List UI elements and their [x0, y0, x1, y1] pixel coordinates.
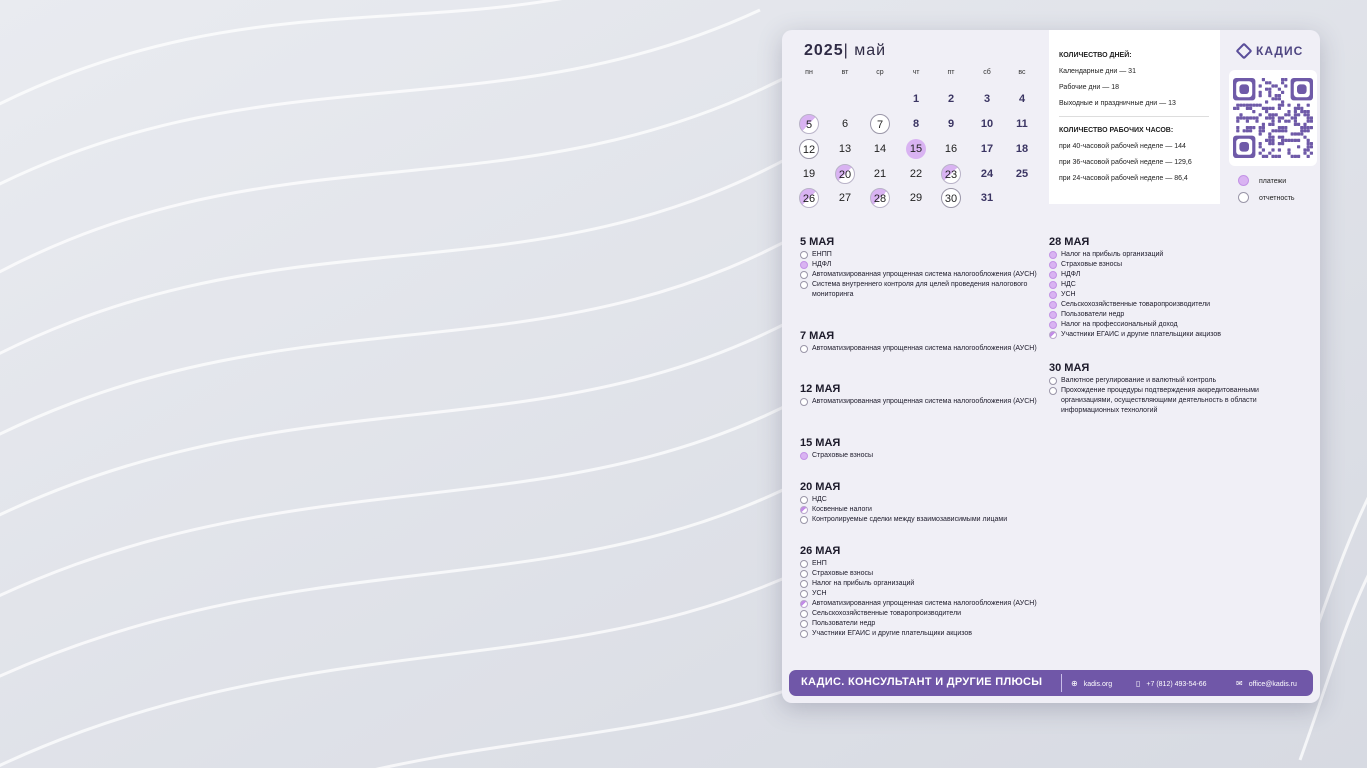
- footer-phone[interactable]: [1136, 679, 1207, 688]
- hours-36: при 36-часовой рабочей неделе — 129,6: [1059, 159, 1192, 166]
- calendar-day-27[interactable]: 27: [838, 192, 852, 204]
- deadline-item: [800, 609, 1037, 619]
- deadline-section: [1049, 236, 1286, 340]
- footer-phone-text: +7 (812) 493-54-66: [1146, 681, 1207, 688]
- deadline-marker: [1049, 261, 1057, 269]
- calendar-day-13[interactable]: 13: [838, 143, 852, 155]
- calendar-day-19[interactable]: 19: [802, 168, 816, 180]
- reports-dot: [1238, 192, 1249, 203]
- calendar-day-22[interactable]: 22: [909, 168, 923, 180]
- deadline-item: [1049, 376, 1286, 386]
- deadline-marker: [800, 580, 808, 588]
- calendar-day-5[interactable]: 5: [799, 114, 819, 134]
- calendar-day-16[interactable]: 16: [944, 143, 958, 155]
- calendar-title: [804, 42, 886, 60]
- deadline-text: Автоматизированная упрощенная система налогообложения (АУСН): [812, 271, 1037, 278]
- deadline-item: [1049, 300, 1286, 310]
- deadline-item: [1049, 290, 1286, 300]
- footer-site[interactable]: [1071, 679, 1112, 688]
- deadline-marker: [800, 570, 808, 578]
- footer-bar: [789, 670, 1313, 696]
- deadline-text: Налог на прибыль организаций: [1061, 251, 1164, 258]
- deadline-marker: [1049, 271, 1057, 279]
- deadline-marker: [1049, 291, 1057, 299]
- calendar-day-11[interactable]: 11: [1016, 118, 1028, 130]
- calendar-day-30[interactable]: 30: [941, 188, 961, 208]
- footer-divider: [1061, 674, 1062, 692]
- deadline-section: [800, 545, 1037, 639]
- deadline-marker: [800, 398, 808, 406]
- deadline-section: [800, 330, 1037, 354]
- calendar-card: [782, 30, 1320, 703]
- weekday-ср: ср: [876, 69, 884, 76]
- deadline-text: ЕНП: [812, 560, 827, 567]
- deadline-item: [800, 579, 1037, 589]
- qr-code[interactable]: [1233, 78, 1313, 158]
- deadline-marker: [800, 452, 808, 460]
- deadline-item: [1049, 330, 1286, 340]
- weekday-вс: вс: [1018, 69, 1026, 76]
- calendar-day-14[interactable]: 14: [873, 143, 887, 155]
- kadis-logo-icon: [1236, 43, 1253, 60]
- calendar-day-9[interactable]: 9: [947, 118, 955, 130]
- holidays: Выходные и праздничные дни — 13: [1059, 100, 1176, 107]
- deadline-item: [800, 260, 1037, 270]
- calendar-day-4[interactable]: 4: [1018, 93, 1026, 105]
- deadline-marker: [800, 630, 808, 638]
- footer-email-text: office@kadis.ru: [1248, 681, 1297, 688]
- deadline-text: Участники ЕГАИС и другие плательщики акцизов: [1061, 331, 1221, 338]
- deadline-text: НДС: [812, 496, 827, 503]
- deadline-text: Косвенные налоги: [812, 506, 872, 513]
- deadline-item: [800, 397, 1037, 407]
- calendar-day-12[interactable]: 12: [799, 139, 819, 159]
- qr-code-box: [1229, 70, 1317, 166]
- calendar-day-10[interactable]: 10: [980, 118, 994, 130]
- deadline-item: [800, 589, 1037, 599]
- deadline-marker: [1049, 281, 1057, 289]
- deadline-item: [800, 515, 1037, 525]
- calendar-day-6[interactable]: 6: [841, 118, 849, 130]
- deadline-marker: [800, 251, 808, 259]
- calendar-day-29[interactable]: 29: [909, 192, 923, 204]
- info-panel: [1049, 30, 1220, 204]
- deadline-marker: [800, 590, 808, 598]
- deadline-item: [800, 270, 1037, 280]
- deadline-item: [800, 599, 1037, 609]
- deadline-marker: [1049, 331, 1057, 339]
- deadline-item: [1049, 260, 1286, 270]
- weekday-сб: сб: [983, 69, 991, 76]
- deadline-text: Валютное регулирование и валютный контроль: [1061, 377, 1217, 384]
- deadline-section: [800, 383, 1037, 407]
- legend-reports-label: отчетность: [1259, 195, 1295, 202]
- deadline-text: Автоматизированная упрощенная система налогообложения (АУСН): [812, 345, 1037, 352]
- deadline-text: ЕНПП: [812, 251, 832, 258]
- deadline-date: 28 МАЯ: [1049, 236, 1090, 248]
- deadline-text: НДФЛ: [812, 261, 832, 268]
- deadline-date: 30 МАЯ: [1049, 362, 1090, 374]
- deadline-text: Страховые взносы: [1061, 261, 1123, 268]
- deadline-text: Налог на профессиональный доход: [1061, 321, 1178, 328]
- brand-logo: [1238, 44, 1303, 58]
- deadline-marker: [1049, 387, 1057, 395]
- days-heading: КОЛИЧЕСТВО ДНЕЙ:: [1059, 52, 1132, 59]
- deadline-marker: [1049, 377, 1057, 385]
- hours-40: при 40-часовой рабочей неделе — 144: [1059, 143, 1186, 150]
- deadline-text: Контролируемые сделки между взаимозависимыми лицами: [812, 516, 1008, 523]
- divider: [1059, 116, 1209, 117]
- deadline-text: Страховые взносы: [812, 452, 874, 459]
- deadline-text: Система внутреннего контроля для целей проведения налогового мониторинга: [812, 281, 1028, 298]
- deadline-marker: [1049, 311, 1057, 319]
- calendar-day-31[interactable]: 31: [980, 192, 994, 204]
- mail-icon: ✉: [1236, 679, 1243, 688]
- deadline-item: [1049, 280, 1286, 290]
- deadline-text: Пользователи недр: [1061, 311, 1125, 318]
- deadline-marker: [800, 496, 808, 504]
- brand-name: КАДИС: [1256, 44, 1304, 58]
- payments-dot: [1238, 175, 1249, 186]
- deadline-text: Сельскохозяйственные товаропроизводители: [812, 610, 962, 617]
- calendar-day-24[interactable]: 24: [980, 168, 994, 180]
- deadline-marker: [800, 261, 808, 269]
- deadline-item: [1049, 270, 1286, 280]
- deadline-item: [1049, 250, 1286, 260]
- weekday-пт: пт: [947, 69, 955, 76]
- deadline-section: [800, 481, 1037, 525]
- deadline-item: [800, 569, 1037, 579]
- calendar-day-23[interactable]: 23: [941, 164, 961, 184]
- phone-icon: ▯: [1136, 679, 1141, 688]
- deadline-text: Налог на прибыль организаций: [812, 580, 915, 587]
- deadline-text: Автоматизированная упрощенная система налогообложения (АУСН): [812, 398, 1037, 405]
- calendar-day-7[interactable]: 7: [870, 114, 890, 134]
- year-label: 2025: [804, 42, 844, 59]
- hours-heading: КОЛИЧЕСТВО РАБОЧИХ ЧАСОВ:: [1059, 127, 1174, 134]
- deadline-item: [800, 344, 1037, 354]
- deadline-item: [800, 505, 1037, 515]
- deadline-marker: [800, 506, 808, 514]
- deadline-item: [800, 250, 1037, 260]
- deadline-date: 26 МАЯ: [800, 545, 841, 557]
- deadline-text: Прохождение процедуры подтверждения аккредитованными организациями, осуществляющими деятельность в области информационных технологий: [1061, 387, 1259, 414]
- deadline-marker: [800, 271, 808, 279]
- legend-payments: [1238, 175, 1286, 186]
- deadline-marker: [800, 345, 808, 353]
- calendar-day-20[interactable]: 20: [835, 164, 855, 184]
- calendar-day-18[interactable]: 18: [1015, 143, 1029, 155]
- deadline-text: УСН: [1061, 291, 1076, 298]
- calendar-day-25[interactable]: 25: [1015, 168, 1029, 180]
- deadline-date: 12 МАЯ: [800, 383, 841, 395]
- deadline-date: 7 МАЯ: [800, 330, 835, 342]
- footer-email[interactable]: [1236, 679, 1297, 688]
- legend-payments-label: платежи: [1259, 178, 1287, 185]
- deadline-date: 5 МАЯ: [800, 236, 835, 248]
- deadline-item: [1049, 386, 1286, 416]
- deadline-marker: [800, 560, 808, 568]
- deadline-item: [800, 280, 1037, 300]
- deadline-marker: [800, 281, 808, 289]
- deadline-text: УСН: [812, 590, 827, 597]
- month-label: май: [854, 42, 887, 59]
- calendar-day-26[interactable]: 26: [799, 188, 819, 208]
- deadline-item: [800, 559, 1037, 569]
- weekday-пн: пн: [805, 69, 813, 76]
- deadline-item: [800, 629, 1037, 639]
- footer-title: КАДИС. КОНСУЛЬТАНТ И ДРУГИЕ ПЛЮСЫ: [801, 676, 1043, 688]
- weekday-вт: вт: [841, 69, 849, 76]
- deadline-section: [800, 437, 1037, 461]
- title-separator: |: [843, 42, 855, 59]
- deadline-marker: [800, 620, 808, 628]
- deadline-item: [1049, 310, 1286, 320]
- globe-icon: ⊕: [1071, 679, 1078, 688]
- deadline-marker: [1049, 301, 1057, 309]
- deadline-marker: [800, 600, 808, 608]
- deadline-text: Автоматизированная упрощенная система налогообложения (АУСН): [812, 600, 1037, 607]
- deadline-item: [800, 619, 1037, 629]
- calendar-day-3[interactable]: 3: [983, 93, 991, 105]
- deadline-marker: [1049, 321, 1057, 329]
- footer-site-text: kadis.org: [1083, 681, 1113, 688]
- calendar-day-28[interactable]: 28: [870, 188, 890, 208]
- deadline-marker: [800, 610, 808, 618]
- calendar-day-8[interactable]: 8: [912, 118, 920, 130]
- deadline-item: [800, 495, 1037, 505]
- deadline-text: Сельскохозяйственные товаропроизводители: [1061, 301, 1211, 308]
- deadline-item: [1049, 320, 1286, 330]
- deadline-marker: [1049, 251, 1057, 259]
- calendar-day-21[interactable]: 21: [873, 168, 887, 180]
- hours-24: при 24-часовой рабочей неделе — 86,4: [1059, 175, 1188, 182]
- deadline-marker: [800, 516, 808, 524]
- calendar-day-17[interactable]: 17: [980, 143, 994, 155]
- deadline-section: [800, 236, 1037, 300]
- deadline-section: [1049, 362, 1286, 416]
- deadline-item: [800, 451, 1037, 461]
- calendar-day-15[interactable]: 15: [906, 139, 926, 159]
- calendar-day-1[interactable]: 1: [912, 93, 920, 105]
- deadline-text: Пользователи недр: [812, 620, 876, 627]
- deadline-text: Участники ЕГАИС и другие плательщики акцизов: [812, 630, 972, 637]
- legend-reports: [1238, 192, 1295, 203]
- deadline-date: 15 МАЯ: [800, 437, 841, 449]
- deadline-text: Страховые взносы: [812, 570, 874, 577]
- calendar-day-2[interactable]: 2: [947, 93, 955, 105]
- deadline-date: 20 МАЯ: [800, 481, 841, 493]
- working-days: Рабочие дни — 18: [1059, 84, 1120, 91]
- deadline-text: НДС: [1061, 281, 1076, 288]
- weekday-чт: чт: [912, 69, 920, 76]
- calendar-days: Календарные дни — 31: [1059, 68, 1136, 75]
- deadline-text: НДФЛ: [1061, 271, 1081, 278]
